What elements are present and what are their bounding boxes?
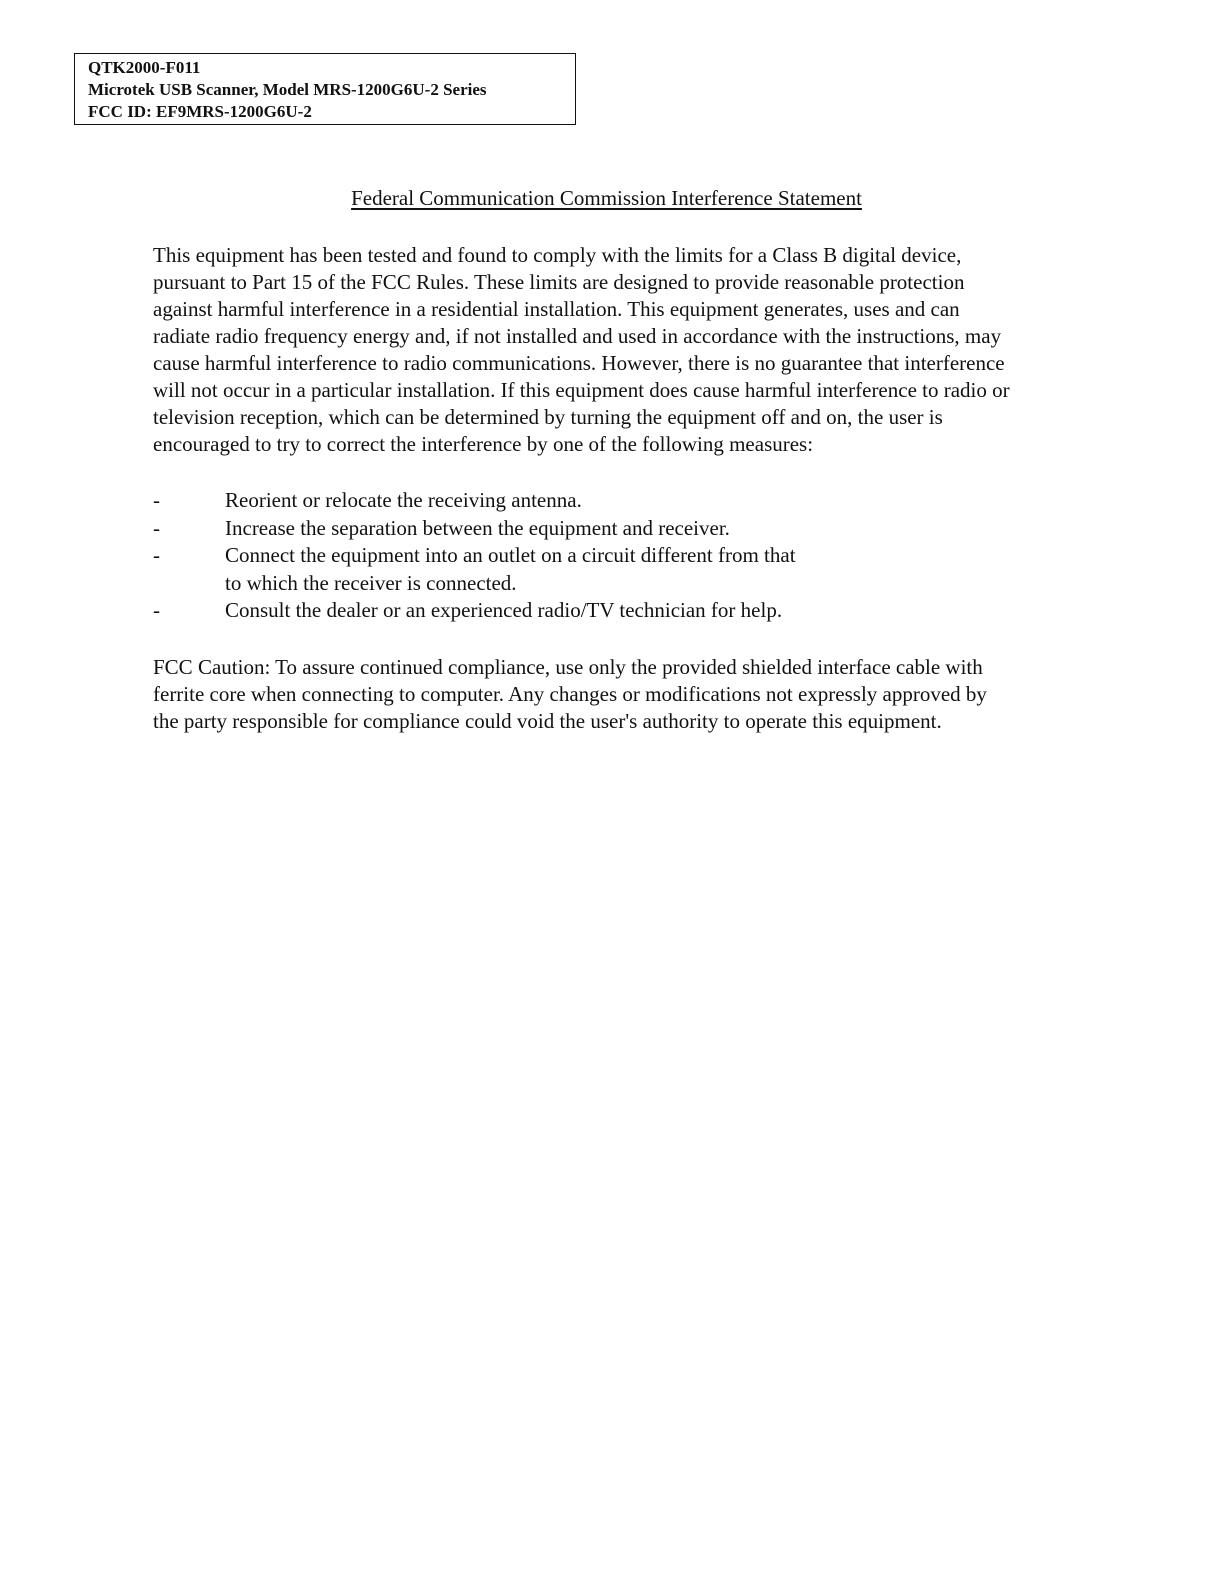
list-item (153, 542, 796, 597)
measures-list (153, 487, 796, 625)
list-item-text: Reorient or relocate the receiving antenna. (225, 488, 582, 512)
document-code: QTK2000-F011 (88, 58, 201, 77)
list-item (153, 597, 796, 625)
list-item-text: Increase the separation between the equipment and receiver. (225, 515, 730, 540)
header-box (74, 53, 576, 125)
paragraph-line: pursuant to Part 15 of the FCC Rules. These limits are designed to provide reasonable protection (153, 270, 965, 294)
caution-paragraph (153, 654, 987, 735)
paragraph-line: will not occur in a particular installation. If this equipment does cause harmful interference to radio or (153, 378, 1010, 402)
bullet-dash: - (153, 543, 160, 567)
list-item-text: Connect the equipment into an outlet on a circuit different from that (225, 543, 796, 567)
product-model: Microtek USB Scanner, Model MRS-1200G6U-2 Series (88, 80, 487, 99)
list-item-text: Consult the dealer or an experienced radio/TV technician for help. (225, 598, 783, 622)
paragraph-line: FCC Caution: To assure continued compliance, use only the provided shielded interface cable with (153, 655, 983, 679)
list-item (153, 487, 796, 515)
fcc-id: FCC ID: EF9MRS-1200G6U-2 (88, 102, 312, 121)
paragraph-line: television reception, which can be determined by turning the equipment off and on, the user is (153, 405, 943, 429)
list-item-text: to which the receiver is connected. (225, 570, 517, 595)
title-text: Federal Communication Commission Interference Statement (351, 186, 862, 210)
bullet-dash: - (153, 515, 160, 540)
paragraph-line: against harmful interference in a residential installation. This equipment generates, uses and can (153, 297, 960, 321)
compliance-paragraph (153, 242, 1010, 458)
paragraph-line: This equipment has been tested and found to comply with the limits for a Class B digital device, (153, 243, 962, 267)
bullet-dash: - (153, 488, 160, 512)
paragraph-line: radiate radio frequency energy and, if not installed and used in accordance with the instructions, may (153, 324, 1002, 348)
list-item (153, 515, 796, 543)
paragraph-line: the party responsible for compliance could void the user's authority to operate this equipment. (153, 709, 942, 733)
bullet-dash: - (153, 598, 160, 622)
paragraph-line: cause harmful interference to radio communications. However, there is no guarantee that interference (153, 351, 1005, 375)
page-title (0, 185, 1229, 211)
paragraph-line: encouraged to try to correct the interference by one of the following measures: (153, 432, 814, 456)
paragraph-line: ferrite core when connecting to computer. Any changes or modifications not expressly approved by (153, 682, 987, 706)
